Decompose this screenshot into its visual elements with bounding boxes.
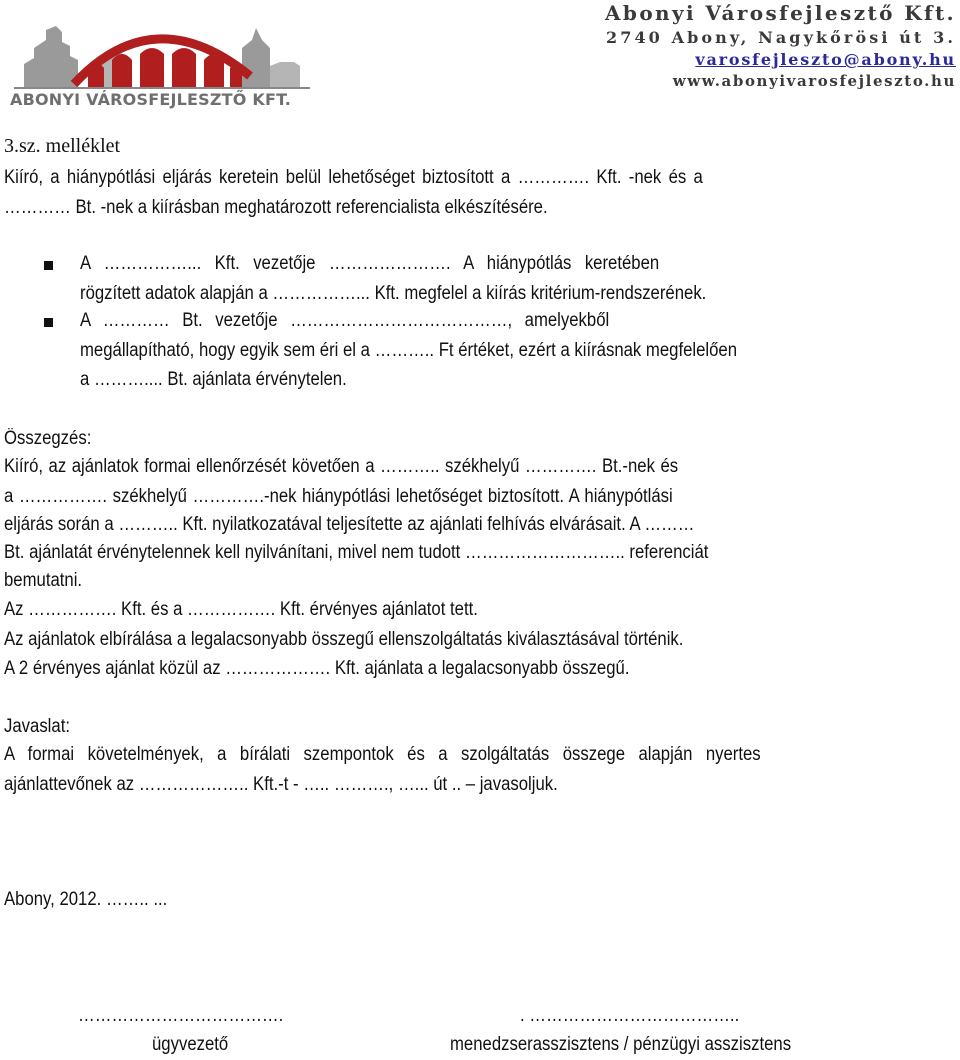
summary-line-3: eljárás során a ……….. Kft. nyilatkozatával teljesítette az ajánlati felhívás elvárásait. A ……… [4, 514, 695, 535]
signature-line-left: ………………………………. [78, 1005, 284, 1026]
bullet-2-line-3: a ……….... Bt. ajánlata érvénytelen. [80, 369, 347, 390]
proposal-line-1: A formai követelmények, a bírálati szempontok és a szolgáltatás összege alapján nyertes [4, 744, 761, 765]
company-address: 2740 Abony, Nagykőrösi út 3. [605, 28, 956, 47]
logo-text: ABONYI VÁROSFEJLESZTŐ KFT. [10, 90, 292, 109]
annex-title: 3.sz. melléklet [4, 135, 121, 157]
signature-role-left: ügyvezető [152, 1034, 229, 1055]
bullet-1-line-2: rögzített adatok alapján a ……………... Kft. megfelel a kiírás kritérium-rendszerének. [80, 283, 707, 304]
company-header [605, 0, 956, 92]
company-name: Abonyi Városfejlesztő Kft. [605, 1, 956, 25]
summary-line-1: Kiíró, az ajánlatok formai ellenőrzését követően a ……….. székhelyű …………. Bt.-nek és [4, 456, 679, 477]
summary-line-6: Az ……………. Kft. és a ……………. Kft. érvényes ajánlatot tett. [4, 599, 478, 620]
intro-line-1-justified [4, 167, 941, 189]
company-logo [4, 4, 314, 112]
proposal-heading: Javaslat: [4, 716, 70, 737]
company-email-link[interactable]: varosfejleszto@abony.hu [695, 50, 956, 69]
summary-line-2: a ……………. székhelyű ………….-nek hiánypótlási lehetőséget biztosított. A hiánypótlási [4, 486, 673, 507]
bullet-2-line-2: megállapítható, hogy egyik sem éri el a ……….. Ft értéket, ezért a kiírásnak megfelelően [80, 340, 738, 361]
signature-role-right: menedzserasszisztens / pénzügyi asszisztens [450, 1034, 792, 1055]
logo-graphic [4, 4, 314, 90]
intro-text-1: Kiíró, a hiánypótlási eljárás keretein belül lehetőséget biztosított a …………. Kft. -nek és a [4, 167, 703, 188]
summary-heading: Összegzés: [4, 428, 92, 449]
bullet-square-icon [44, 318, 53, 327]
signature-line-right: . ……………………………….. [520, 1005, 740, 1026]
company-website: www.abonyivarosfejleszto.hu [672, 72, 956, 90]
summary-line-5: bemutatni. [4, 570, 83, 591]
summary-line-4: Bt. ajánlatát érvénytelennek kell nyilvánítani, mivel nem tudott ……………………….. referenciát [4, 542, 709, 563]
proposal-line-2: ajánlattevőnek az ……………….. Kft.-t - ….. ………., …... út .. – javasoljuk. [4, 774, 558, 795]
bullet-1-line-1: A ……………... Kft. vezetője …………………. A hiánypótlás keretében [80, 253, 660, 274]
place-date: Abony, 2012. …….. ... [4, 889, 168, 910]
bullet-square-icon [44, 261, 53, 270]
bullet-2-line-1: A ………… Bt. vezetője …………………………………, amelyekből [80, 310, 610, 331]
summary-line-8: A 2 érvényes ajánlat közül az ………………. Kft. ajánlata a legalacsonyabb összegű. [4, 658, 630, 679]
intro-line-1 [4, 167, 937, 189]
intro-line-2: ………… Bt. -nek a kiírásban meghatározott referencialista elkészítésére. [4, 197, 548, 218]
summary-line-7: Az ajánlatok elbírálása a legalacsonyabb összegű ellenszolgáltatás kiválasztásával történik. [4, 629, 684, 650]
